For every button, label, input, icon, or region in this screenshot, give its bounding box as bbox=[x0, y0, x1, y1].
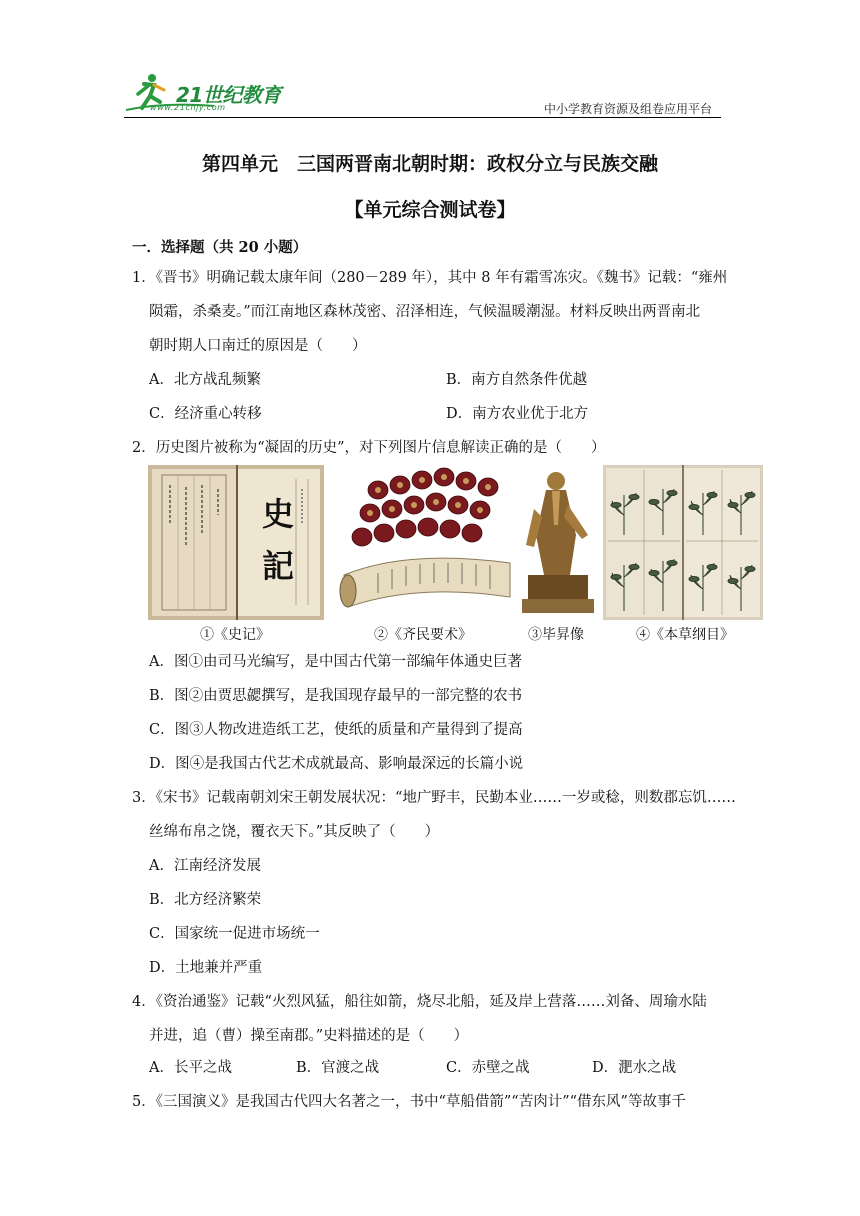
page-title: 第四单元 三国两晋南北朝时期：政权分立与民族交融 bbox=[201, 153, 658, 175]
figure-bisheng-statue bbox=[518, 465, 598, 620]
question-5-line-1: 5．《三国演义》是我国古代四大名著之一，书中“草船借箭”“苦肉计”“借东风”等故事千 bbox=[132, 1094, 686, 1110]
question-4-option-c[interactable]: C．赤壁之战 bbox=[446, 1060, 530, 1076]
question-4-option-a[interactable]: A．长平之战 bbox=[149, 1060, 232, 1076]
header-divider bbox=[124, 117, 721, 118]
figure-caption-1: ①《史记》 bbox=[200, 627, 270, 643]
figure-shiji-book bbox=[148, 465, 324, 620]
question-2-option-b[interactable]: B．图②由贾思勰撰写，是我国现存最早的一部完整的农书 bbox=[149, 688, 523, 704]
question-3-option-b[interactable]: B．北方经济繁荣 bbox=[149, 892, 262, 908]
question-2-option-a[interactable]: A．图①由司马光编写，是中国古代第一部编年体通史巨著 bbox=[149, 654, 522, 670]
figure-shiji-char-2: 記 bbox=[261, 547, 295, 585]
question-4-line-2: 并进，追（曹）操至南郡。”史料描述的是（ ） bbox=[149, 1028, 469, 1044]
question-4-option-d[interactable]: D．淝水之战 bbox=[592, 1060, 677, 1076]
question-1-line-1: 1．《晋书》明确记载太康年间（280－289 年），其中 8 年有霜雪冻灾。《魏书》记载：“雍州 bbox=[132, 270, 728, 286]
logo-text: 21世纪教育 bbox=[176, 83, 281, 107]
question-1-line-3: 朝时期人口南迁的原因是（ ） bbox=[149, 338, 367, 354]
question-3-option-d[interactable]: D．土地兼并严重 bbox=[149, 960, 263, 976]
figure-caption-2: ②《齐民要术》 bbox=[374, 627, 472, 643]
question-4-line-1: 4．《资治通鉴》记载“火烈风猛，船往如箭，烧尽北船，延及岸上营落……刘备、周瑜水陆 bbox=[132, 994, 707, 1010]
question-3-option-a[interactable]: A．江南经济发展 bbox=[149, 858, 261, 874]
figure-qiminyaoshu-scrolls bbox=[334, 465, 512, 620]
question-1-option-c[interactable]: C．经济重心转移 bbox=[149, 406, 262, 422]
question-1-line-2: 陨霜，杀桑麦。”而江南地区森林茂密、沼泽相连，气候温暖潮湿。材料反映出两晋南北 bbox=[149, 304, 701, 320]
figure-shiji-char-1: 史 bbox=[261, 495, 295, 533]
figure-caption-4: ④《本草纲目》 bbox=[636, 627, 734, 643]
question-3-line-1: 3．《宋书》记载南朝刘宋王朝发展状况：“地广野丰，民勤本业……一岁或稔，则数郡忘饥…… bbox=[132, 790, 736, 806]
section-heading: 一．选择题（共 20 小题） bbox=[132, 239, 308, 256]
question-2-option-d[interactable]: D．图④是我国古代艺术成就最高、影响最深远的长篇小说 bbox=[149, 756, 524, 772]
question-2-line-1: 2．历史图片被称为“凝固的历史”，对下列图片信息解读正确的是（ ） bbox=[132, 440, 606, 456]
logo-url: www.21cnjy.com bbox=[150, 103, 226, 112]
question-3-line-2: 丝绵布帛之饶，覆衣天下。”其反映了（ ） bbox=[149, 824, 440, 840]
figure-bencao-gangmu bbox=[603, 465, 763, 620]
question-4-option-b[interactable]: B．官渡之战 bbox=[296, 1060, 380, 1076]
question-3-option-c[interactable]: C．国家统一促进市场统一 bbox=[149, 926, 320, 942]
question-1-option-d[interactable]: D．南方农业优于北方 bbox=[446, 406, 589, 422]
header-platform-text: 中小学教育资源及组卷应用平台 bbox=[543, 102, 712, 116]
question-2-figure-strip bbox=[148, 465, 763, 620]
page-subtitle: 【单元综合测试卷】 bbox=[344, 199, 516, 221]
question-1-option-b[interactable]: B．南方自然条件优越 bbox=[446, 372, 588, 388]
question-1-option-a[interactable]: A．北方战乱频繁 bbox=[149, 372, 261, 388]
question-2-option-c[interactable]: C．图③人物改进造纸工艺，使纸的质量和产量得到了提高 bbox=[149, 722, 523, 738]
figure-caption-3: ③毕昇像 bbox=[528, 627, 584, 643]
